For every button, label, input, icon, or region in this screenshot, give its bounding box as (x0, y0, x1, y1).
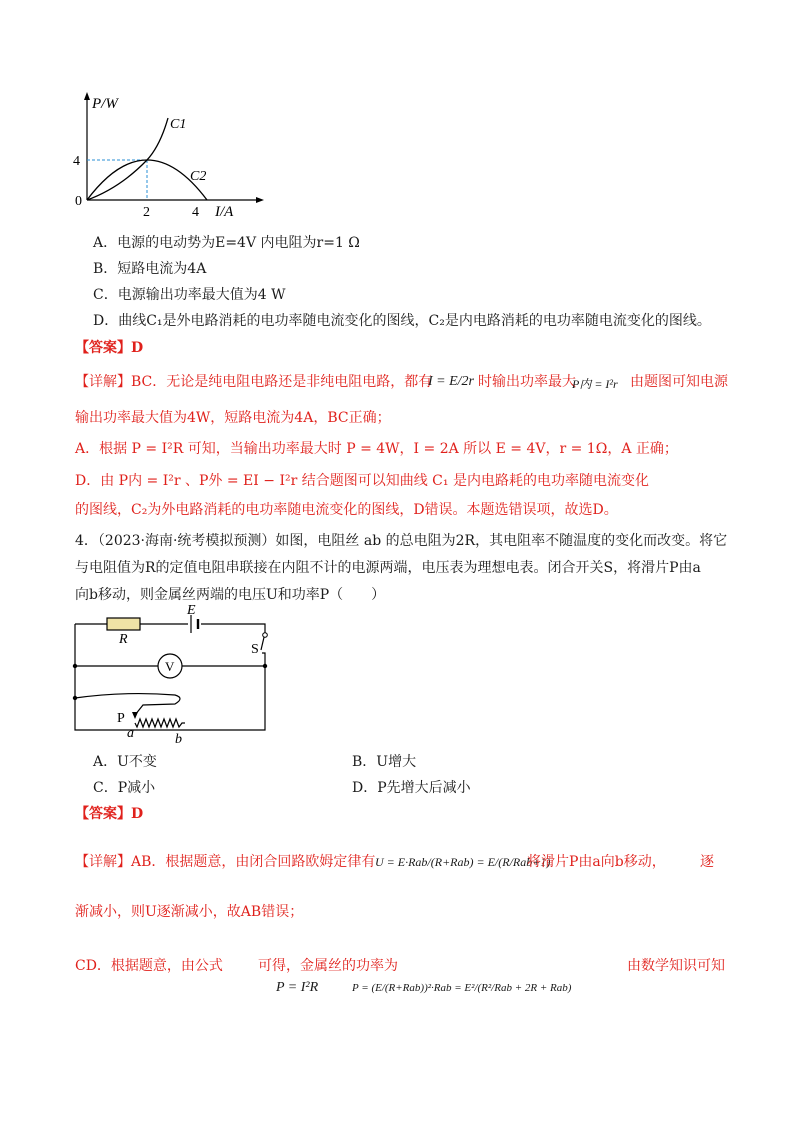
q3-option-c: C．电源输出功率最大值为4 W (93, 287, 286, 303)
q3-detail-line5: 的图线，C₂为外电路消耗的电功率随电流变化的图线，D错误。本题选错误项，故选D。 (75, 502, 618, 518)
x-tick-2: 2 (143, 205, 150, 220)
q4-stem-line1: 4．（2023·海南·统考模拟预测）如图，电阻丝 ab 的总电阻为2R，其电阻率不随温度的变化而改变。将它 (75, 533, 728, 549)
junction-mid (73, 696, 77, 700)
q4-option-a: A．U不变 (93, 754, 157, 770)
q4-detail-cd-3: 由数学知识可知 (627, 958, 725, 974)
circuit-diagram (65, 603, 280, 745)
slider-arrow (132, 712, 138, 719)
q4-option-b: B．U增大 (352, 754, 417, 770)
resistor-r (107, 618, 140, 630)
y-axis-label: P/W (92, 96, 118, 112)
q3-option-a: A．电源的电动势为E=4V 内电阻为r=1 Ω (93, 235, 360, 251)
q4-answer: 【答案】D (75, 806, 144, 822)
q4-option-d: D．P先增大后减小 (352, 780, 471, 796)
q4-detail-cd-2: 可得，金属丝的功率为 (258, 958, 398, 974)
x-axis-arrow (256, 197, 264, 203)
x-axis-label: I/A (215, 204, 234, 220)
q3-detail-line4: D．由 P内 = I²r 、P外 = EI − I²r 结合题图可以知曲线 C₁ 是内电路耗的电功率随电流变化 (75, 473, 649, 489)
battery-label: E (187, 603, 196, 618)
q4-detail-cd-1: CD．根据题意，由公式 (75, 958, 223, 974)
q3-detail-line3: A．根据 P = I²R 可知，当输出功率最大时 P = 4W，I = 2A 所以 E = 4V，r = 1Ω，A 正确； (75, 441, 678, 457)
switch-contact (263, 633, 268, 638)
curve-c2-label: C2 (190, 169, 207, 184)
switch-label: S (251, 642, 259, 657)
q4-detail-ab-2: 将滑片P由a向b移动， (527, 854, 666, 870)
q4-detail-ab-4: 渐减小，则U逐渐减小，故AB错误； (75, 904, 304, 920)
q4-detail-ab-1: 【详解】AB．根据题意，由闭合回路欧姆定律有 (75, 854, 376, 870)
q3-option-b: B．短路电流为4A (93, 261, 207, 277)
end-b-label: b (175, 732, 182, 745)
q3-detail-line1c: 由题图可知电源 (630, 374, 728, 390)
q4-formula-p-basic: P = I²R (276, 980, 319, 995)
q4-option-c: C．P减小 (93, 780, 156, 796)
q4-stem-line3: 向b移动，则金属丝两端的电压U和功率P（ ） (75, 587, 386, 603)
junction-right (263, 664, 267, 668)
q4-detail-ab-3: 逐 (700, 854, 714, 870)
q4-formula-u: U = E·Rab/(R+Rab) = E/(R/Rab+1) (375, 855, 551, 869)
q4-stem-line2: 与电阻值为R的定值电阻串联接在内阻不计的电源两端，电压表为理想电表。闭合开关S，将滑片P由a (75, 560, 701, 576)
q4-formula-p: P = (E/(R+Rab))²·Rab = E²/(R²/Rab + 2R + Rab) (352, 982, 572, 994)
q3-formula-pin: P内 = I²r (572, 377, 618, 391)
q3-detail-line2: 输出功率最大值为4W，短路电流为4A，BC正确； (75, 410, 391, 426)
origin-label: 0 (75, 194, 82, 209)
y-axis-arrow (84, 92, 90, 100)
q3-option-d: D．曲线C₁是外电路消耗的电功率随电流变化的图线，C₂是内电路消耗的电功率随电流变化的图线。 (93, 313, 711, 329)
q3-answer: 【答案】D (75, 340, 144, 356)
y-tick-4: 4 (73, 154, 80, 169)
q3-detail-line1b: 时输出功率最大 (478, 374, 576, 390)
resistor-label: R (119, 632, 128, 647)
x-tick-4: 4 (192, 205, 199, 220)
curve-c1-label: C1 (170, 117, 187, 132)
end-a-label: a (127, 726, 134, 741)
power-current-graph (60, 88, 280, 223)
q3-detail-line1a: 【详解】BC．无论是纯电阻电路还是非纯电阻电路，都有 (75, 374, 433, 390)
q3-formula-i: I = E/2r (428, 374, 474, 389)
junction-top (73, 664, 77, 668)
voltmeter-label: V (165, 659, 175, 674)
slider-label: P (117, 711, 125, 726)
curve-c1 (87, 118, 168, 200)
